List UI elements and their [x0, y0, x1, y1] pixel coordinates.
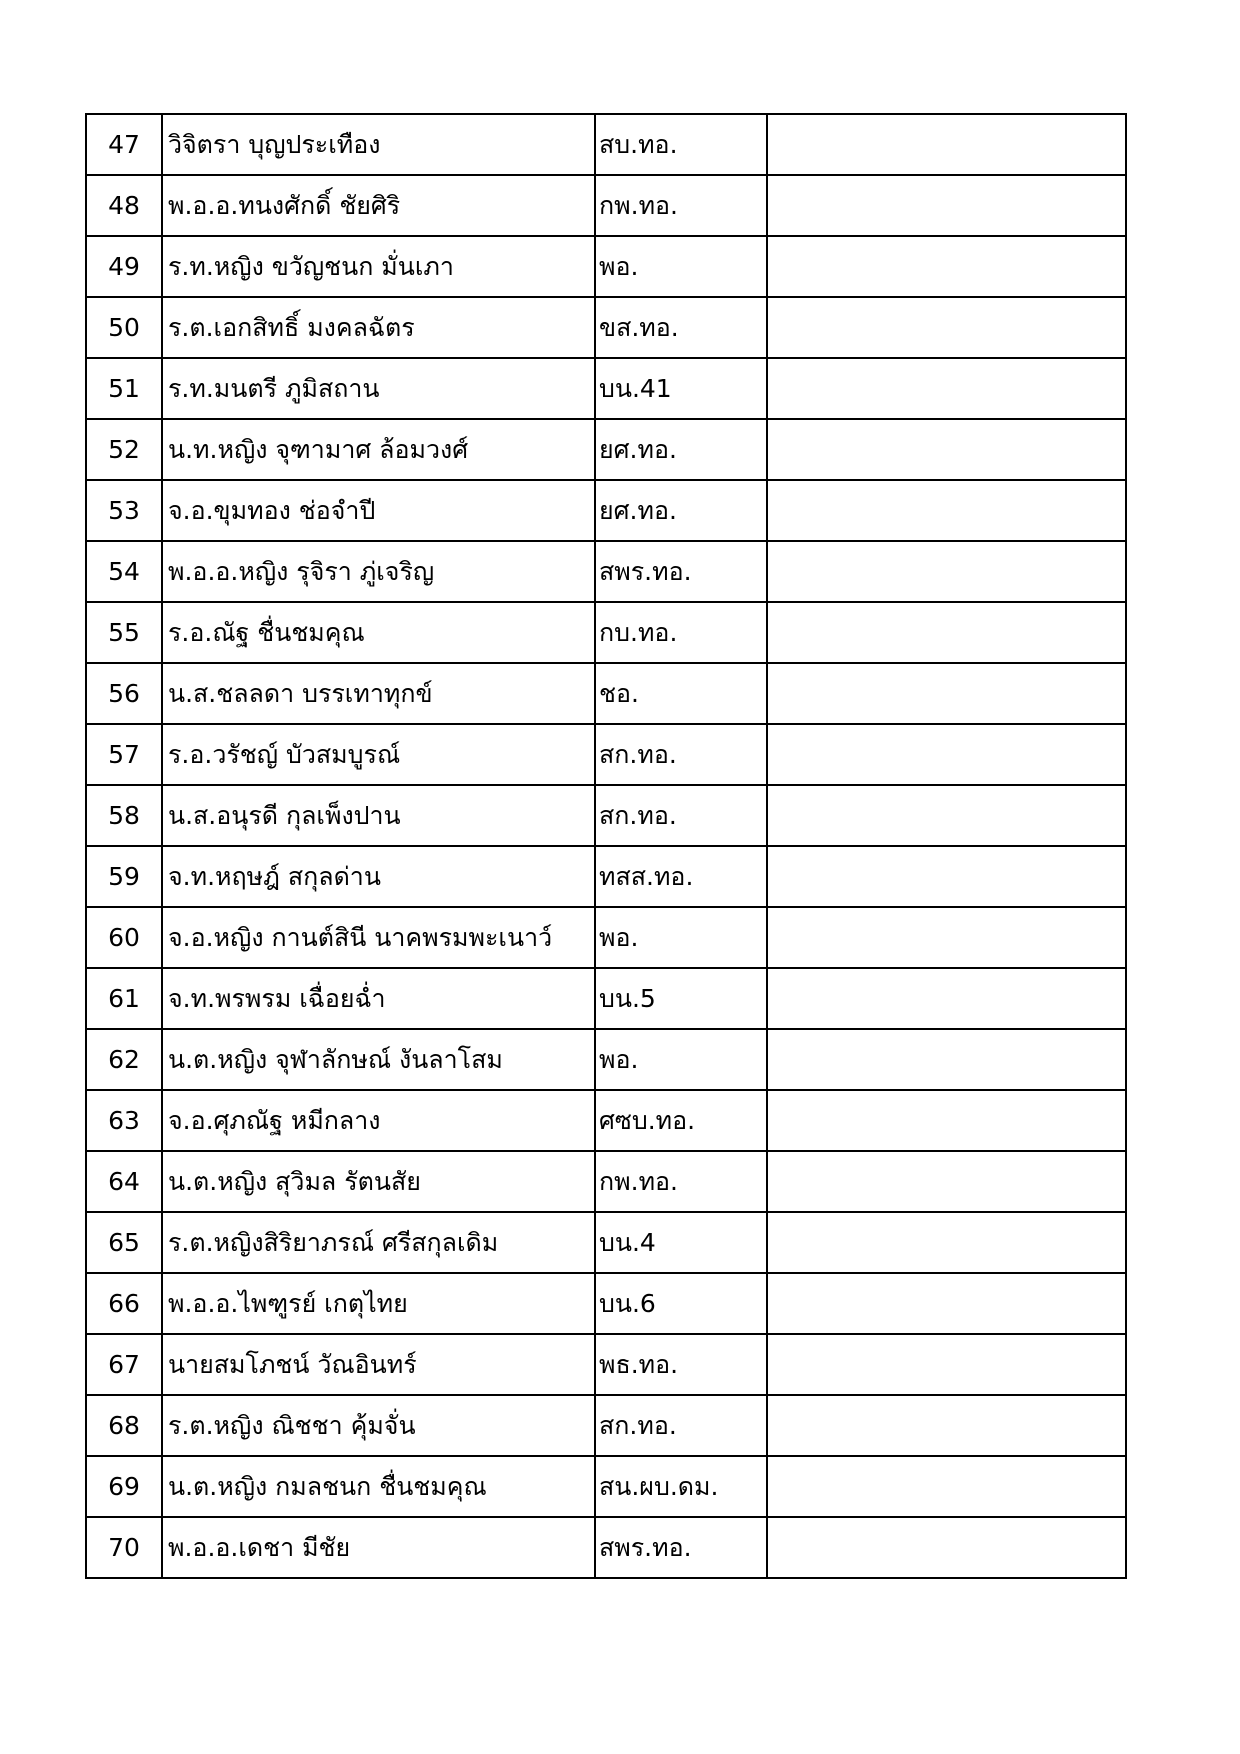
person-name: ร.ต.หญิง ณิชชา คุ้มจั่น: [162, 1395, 595, 1456]
row-number: 58: [86, 785, 162, 846]
person-name: จ.อ.ขุมทอง ช่อจำปี: [162, 480, 595, 541]
note-cell: [767, 1029, 1126, 1090]
note-cell: [767, 724, 1126, 785]
unit-name: ชอ.: [595, 663, 767, 724]
note-cell: [767, 663, 1126, 724]
person-name: ร.ต.หญิงสิริยาภรณ์ ศรีสกุลเดิม: [162, 1212, 595, 1273]
person-name: จ.ท.พรพรม เฉื่อยฉ่ำ: [162, 968, 595, 1029]
table-row: [86, 236, 1126, 297]
table-row: [86, 1029, 1126, 1090]
unit-name: สพร.ทอ.: [595, 541, 767, 602]
row-number: 67: [86, 1334, 162, 1395]
table-row: [86, 1151, 1126, 1212]
table-row: [86, 1395, 1126, 1456]
row-number: 49: [86, 236, 162, 297]
person-name: น.ท.หญิง จุฑามาศ ล้อมวงศ์: [162, 419, 595, 480]
note-cell: [767, 358, 1126, 419]
unit-name: พอ.: [595, 236, 767, 297]
person-name: จ.อ.ศุภณัฐ หมีกลาง: [162, 1090, 595, 1151]
unit-name: สพร.ทอ.: [595, 1517, 767, 1578]
unit-name: สน.ผบ.ดม.: [595, 1456, 767, 1517]
table-row: [86, 907, 1126, 968]
row-number: 68: [86, 1395, 162, 1456]
person-name: น.ส.อนุรดี กุลเพ็งปาน: [162, 785, 595, 846]
row-number: 59: [86, 846, 162, 907]
unit-name: ยศ.ทอ.: [595, 419, 767, 480]
unit-name: ขส.ทอ.: [595, 297, 767, 358]
table-row: [86, 1517, 1126, 1578]
table-row: [86, 1212, 1126, 1273]
note-cell: [767, 480, 1126, 541]
roster-table: [85, 113, 1127, 1579]
table-row: [86, 1334, 1126, 1395]
unit-name: บน.6: [595, 1273, 767, 1334]
unit-name: พอ.: [595, 1029, 767, 1090]
note-cell: [767, 602, 1126, 663]
row-number: 54: [86, 541, 162, 602]
person-name: ร.ต.เอกสิทธิ์ มงคลฉัตร: [162, 297, 595, 358]
note-cell: [767, 1212, 1126, 1273]
person-name: น.ส.ชลลดา บรรเทาทุกข์: [162, 663, 595, 724]
unit-name: สก.ทอ.: [595, 785, 767, 846]
person-name: นายสมโภชน์ วัณอินทร์: [162, 1334, 595, 1395]
table-row: [86, 602, 1126, 663]
table-row: [86, 1090, 1126, 1151]
row-number: 47: [86, 114, 162, 175]
person-name: พ.อ.อ.เดชา มีชัย: [162, 1517, 595, 1578]
note-cell: [767, 175, 1126, 236]
note-cell: [767, 236, 1126, 297]
row-number: 57: [86, 724, 162, 785]
table-row: [86, 1273, 1126, 1334]
note-cell: [767, 419, 1126, 480]
note-cell: [767, 907, 1126, 968]
row-number: 62: [86, 1029, 162, 1090]
note-cell: [767, 1151, 1126, 1212]
note-cell: [767, 1334, 1126, 1395]
person-name: น.ต.หญิง กมลชนก ชื่นชมคุณ: [162, 1456, 595, 1517]
note-cell: [767, 541, 1126, 602]
person-name: พ.อ.อ.ไพฑูรย์ เกตุไทย: [162, 1273, 595, 1334]
table-row: [86, 541, 1126, 602]
unit-name: ศซบ.ทอ.: [595, 1090, 767, 1151]
person-name: ร.ท.มนตรี ภูมิสถาน: [162, 358, 595, 419]
row-number: 65: [86, 1212, 162, 1273]
person-name: พ.อ.อ.หญิง รุจิรา ภู่เจริญ: [162, 541, 595, 602]
row-number: 64: [86, 1151, 162, 1212]
unit-name: พธ.ทอ.: [595, 1334, 767, 1395]
row-number: 52: [86, 419, 162, 480]
note-cell: [767, 1273, 1126, 1334]
unit-name: สก.ทอ.: [595, 1395, 767, 1456]
unit-name: บน.4: [595, 1212, 767, 1273]
table-row: [86, 1456, 1126, 1517]
note-cell: [767, 846, 1126, 907]
note-cell: [767, 1395, 1126, 1456]
unit-name: บน.5: [595, 968, 767, 1029]
unit-name: กพ.ทอ.: [595, 175, 767, 236]
table-row: [86, 846, 1126, 907]
row-number: 66: [86, 1273, 162, 1334]
row-number: 63: [86, 1090, 162, 1151]
row-number: 60: [86, 907, 162, 968]
person-name: ร.อ.ณัฐ ชื่นชมคุณ: [162, 602, 595, 663]
table-row: [86, 968, 1126, 1029]
person-name: ร.ท.หญิง ขวัญชนก มั่นเภา: [162, 236, 595, 297]
person-name: ร.อ.วรัชญ์ บัวสมบูรณ์: [162, 724, 595, 785]
unit-name: สก.ทอ.: [595, 724, 767, 785]
person-name: วิจิตรา บุญประเทือง: [162, 114, 595, 175]
unit-name: สบ.ทอ.: [595, 114, 767, 175]
note-cell: [767, 1090, 1126, 1151]
person-name: จ.ท.หฤษฎ์ สกุลด่าน: [162, 846, 595, 907]
row-number: 48: [86, 175, 162, 236]
unit-name: ทสส.ทอ.: [595, 846, 767, 907]
table-row: [86, 419, 1126, 480]
row-number: 70: [86, 1517, 162, 1578]
table-row: [86, 785, 1126, 846]
table-row: [86, 663, 1126, 724]
note-cell: [767, 1456, 1126, 1517]
person-name: จ.อ.หญิง กานต์สินี นาคพรมพะเนาว์: [162, 907, 595, 968]
row-number: 51: [86, 358, 162, 419]
row-number: 61: [86, 968, 162, 1029]
row-number: 69: [86, 1456, 162, 1517]
row-number: 55: [86, 602, 162, 663]
unit-name: กพ.ทอ.: [595, 1151, 767, 1212]
unit-name: ยศ.ทอ.: [595, 480, 767, 541]
person-name: น.ต.หญิง จุฬาลักษณ์ งันลาโสม: [162, 1029, 595, 1090]
person-name: น.ต.หญิง สุวิมล รัตนสัย: [162, 1151, 595, 1212]
unit-name: บน.41: [595, 358, 767, 419]
table-row: [86, 358, 1126, 419]
table-row: [86, 297, 1126, 358]
note-cell: [767, 114, 1126, 175]
table-row: [86, 114, 1126, 175]
row-number: 53: [86, 480, 162, 541]
row-number: 56: [86, 663, 162, 724]
table-row: [86, 175, 1126, 236]
row-number: 50: [86, 297, 162, 358]
table-row: [86, 480, 1126, 541]
unit-name: พอ.: [595, 907, 767, 968]
note-cell: [767, 785, 1126, 846]
roster-table-body: [86, 114, 1126, 1578]
note-cell: [767, 968, 1126, 1029]
note-cell: [767, 297, 1126, 358]
note-cell: [767, 1517, 1126, 1578]
unit-name: กบ.ทอ.: [595, 602, 767, 663]
person-name: พ.อ.อ.ทนงศักดิ์ ชัยศิริ: [162, 175, 595, 236]
table-row: [86, 724, 1126, 785]
